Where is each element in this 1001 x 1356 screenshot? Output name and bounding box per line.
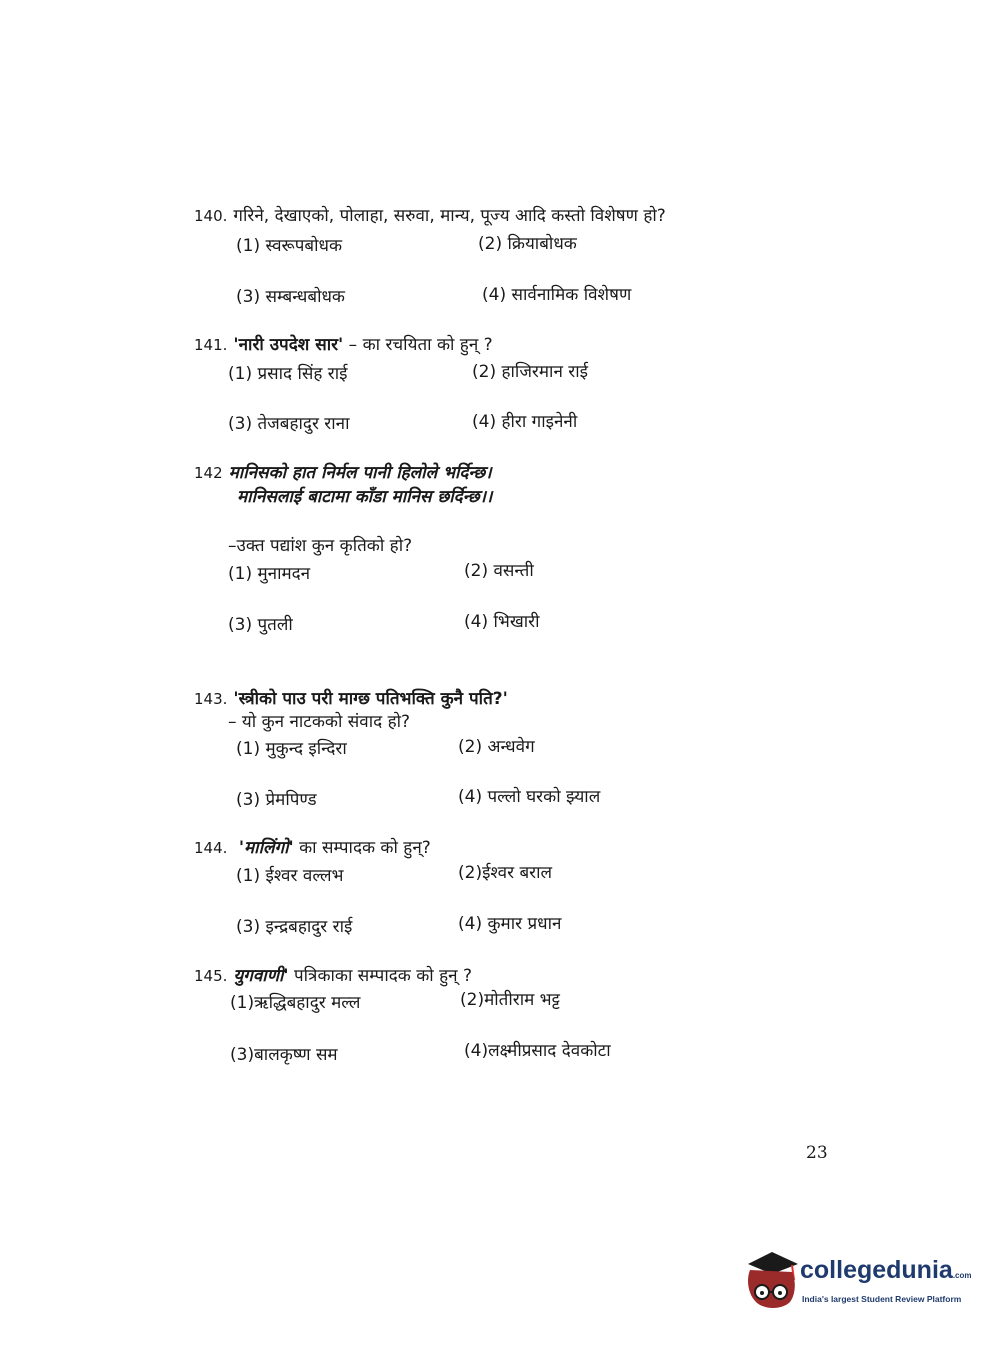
question-number: 143.	[194, 690, 228, 708]
option: (2) वसन्ती	[464, 561, 534, 581]
option: (3) इन्द्रबहादुर राई	[236, 917, 353, 937]
option: (3) तेजबहादुर राना	[228, 414, 350, 434]
question-number: 142	[194, 464, 223, 482]
collegedunia-logo	[742, 1250, 972, 1320]
question-text: – का रचयिता को हुन् ?	[348, 335, 493, 355]
option: (1) ईश्वर वल्लभ	[236, 866, 344, 886]
option: (4) सार्वनामिक विशेषण	[482, 285, 632, 305]
logo-tagline: India's largest Student Review Platform	[802, 1294, 962, 1304]
question-144	[194, 835, 431, 858]
question-number: 145.	[194, 967, 228, 985]
mascot-icon	[742, 1250, 802, 1320]
option: (3) सम्बन्धबोधक	[236, 287, 345, 307]
question-145	[194, 963, 472, 986]
question-143	[194, 686, 508, 709]
page-number: 23	[806, 1143, 828, 1163]
verse-line: मानिसलाई बाटामा काँडा मानिस छर्दिन्छ।।	[237, 487, 493, 507]
logo-wordmark: collegedunia	[800, 1256, 953, 1284]
quoted-title: युगवाणी'	[233, 966, 289, 986]
option: (3) पुतली	[228, 615, 293, 635]
question-142	[194, 460, 492, 483]
logo-dotcom: .com	[952, 1271, 972, 1280]
option: (4) पल्लो घरको झ्याल	[458, 787, 601, 807]
option: (4)लक्ष्मीप्रसाद देवकोटा	[464, 1041, 611, 1061]
option: (4) हीरा गाइनेनी	[472, 412, 578, 432]
question-text: का सम्पादक को हुन्?	[299, 838, 431, 858]
option: (1) मुनामदन	[228, 564, 311, 584]
question-number: 144.	[194, 839, 228, 857]
option: (2) अन्धवेग	[458, 737, 535, 757]
option: (2)मोतीराम भट्ट	[460, 990, 560, 1010]
option: (1)ऋद्धिबहादुर मल्ल	[230, 993, 361, 1013]
option: (1) मुकुन्द इन्दिरा	[236, 739, 347, 759]
verse-line: मानिसको हात निर्मल पानी हिलोले भर्दिन्छ।	[228, 463, 492, 483]
option: (1) स्वरूपबोधक	[236, 236, 343, 256]
quoted-title: 'नारी उपदेश सार'	[233, 335, 344, 355]
option: (2)ईश्वर बराल	[458, 863, 553, 883]
question-141	[194, 332, 493, 355]
question-number: 141.	[194, 336, 228, 354]
question-140	[194, 203, 666, 226]
option: (3)बालकृष्ण सम	[230, 1045, 338, 1065]
option: (4) कुमार प्रधान	[458, 914, 562, 934]
option: (4) भिखारी	[464, 612, 540, 632]
quoted-title: 'मालिंगो'	[238, 838, 294, 858]
quoted-dialogue: 'स्त्रीको पाउ परी माग्छ पतिभक्ति कुनै पति?'	[233, 689, 508, 709]
question-text: पत्रिकाका सम्पादक को हुन् ?	[294, 966, 472, 986]
option: (2) हाजिरमान राई	[472, 362, 588, 382]
option: (2) क्रियाबोधक	[478, 234, 577, 254]
question-text: गरिने, देखाएको, पोलाहा, सरुवा, मान्य, पूज्य आदि कस्तो विशेषण हो?	[233, 206, 666, 226]
question-number: 140.	[194, 207, 228, 225]
option: (3) प्रेमपिण्ड	[236, 790, 317, 810]
question-text: –उक्त पद्यांश कुन कृतिको हो?	[228, 536, 413, 556]
question-text: – यो कुन नाटकको संवाद हो?	[228, 712, 411, 732]
option: (1) प्रसाद सिंह राई	[228, 364, 348, 384]
